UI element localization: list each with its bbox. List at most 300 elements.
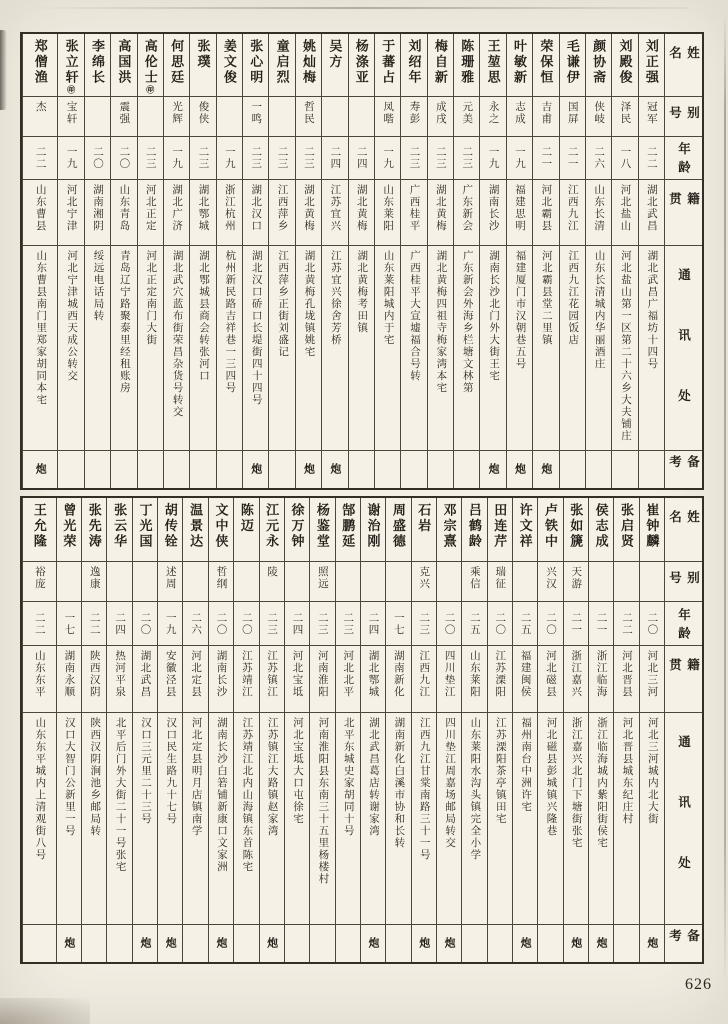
person-native-place: 河南淮阳 — [316, 650, 328, 698]
person-alias: 裕庞 — [33, 566, 45, 590]
person-name-cell — [614, 498, 638, 561]
person-name-cell — [507, 34, 532, 96]
person-alias-cell — [111, 96, 136, 136]
person-native-place-cell — [428, 179, 453, 245]
person-name-cell — [361, 498, 385, 561]
person-native-place-cell — [538, 645, 562, 712]
person-age: 一九 — [65, 146, 77, 170]
person-address: 汉口大智门公新里一号 — [63, 717, 75, 837]
person-column — [84, 34, 110, 488]
scan-artifact-left-smudge — [0, 30, 7, 110]
person-native-place-cell — [564, 645, 588, 712]
person-age-cell — [322, 136, 347, 179]
person-age: 二三 — [266, 611, 278, 636]
person-native-place: 浙江嘉兴 — [570, 650, 582, 698]
person-remark-cell — [437, 924, 461, 962]
person-remark-cell — [190, 450, 215, 488]
person-alias-cell — [533, 96, 558, 136]
person-native-place: 河北霸县 — [540, 184, 552, 232]
person-age-cell — [85, 136, 110, 179]
person-alias-cell — [612, 96, 637, 136]
person-name: 邓宗熹 — [441, 503, 457, 550]
person-alias-cell — [138, 96, 163, 136]
person-age: 一七 — [392, 611, 404, 636]
person-native-place: 江苏溧阳 — [494, 650, 506, 698]
person-remark-cell — [589, 924, 613, 962]
person-age-cell — [164, 136, 189, 179]
person-remark-cell — [612, 450, 637, 488]
person-native-place: 江西九江 — [418, 650, 430, 698]
person-name: 江元永 — [264, 503, 280, 550]
person-native-place: 安徽泾县 — [164, 650, 176, 698]
person-age-cell — [428, 136, 453, 179]
person-alias: 侠岐 — [593, 101, 605, 125]
person-name-cell — [586, 34, 611, 96]
person-name-cell — [111, 34, 136, 96]
person-remark-cell — [23, 450, 57, 488]
header-label-remarks: 备考 — [665, 924, 702, 962]
person-address: 江苏宜兴徐舍芳桥 — [329, 250, 341, 346]
person-native-place-cell — [437, 645, 461, 712]
person-address: 河北盐山第一区第二十六乡大夫铺庄 — [619, 250, 631, 442]
person-address: 广东新会外海乡栏塘文林第 — [461, 250, 473, 394]
person-name: 李绵长 — [89, 39, 105, 86]
person-age-cell — [310, 601, 334, 645]
person-remark-cell — [133, 924, 157, 962]
person-age: 二三 — [197, 146, 209, 170]
person-alias: 冠军 — [645, 101, 657, 125]
person-address: 北平东城史家胡同十号 — [342, 717, 354, 837]
page-number: 626 — [685, 976, 712, 993]
person-remark-cell — [285, 924, 309, 962]
person-remark-cell — [349, 450, 374, 488]
person-name: 胡传铨 — [162, 503, 178, 550]
person-alias-cell — [513, 561, 537, 601]
person-alias: 克兴 — [418, 566, 430, 590]
person-age: 一九 — [171, 146, 183, 170]
person-age: 二六 — [190, 611, 202, 636]
person-name-cell — [243, 34, 268, 96]
person-alias: 永之 — [487, 101, 499, 125]
person-age-cell — [507, 136, 532, 179]
person-remark: 炮 — [249, 463, 262, 476]
header-label-native-place: 籍贯 — [665, 179, 702, 245]
person-column — [639, 498, 664, 962]
person-alias-cell — [361, 561, 385, 601]
person-alias-cell — [640, 561, 664, 601]
person-alias: 天游 — [570, 566, 582, 590]
person-age-cell — [612, 136, 637, 179]
person-name-cell — [269, 34, 294, 96]
person-native-place: 河北正定 — [144, 184, 156, 232]
person-column — [321, 34, 347, 488]
person-column — [259, 498, 284, 962]
person-age-cell — [560, 136, 585, 179]
person-address: 河北霸县堂二里镇 — [540, 250, 552, 346]
person-name-cell — [533, 34, 558, 96]
person-age: 二〇 — [646, 611, 658, 636]
person-age: 二三 — [144, 146, 156, 170]
person-address-cell — [133, 712, 157, 924]
person-alias-cell — [538, 561, 562, 601]
person-native-place-cell — [269, 179, 294, 245]
person-name-cell — [133, 498, 157, 561]
person-address-cell — [480, 245, 505, 450]
person-address: 浙江嘉兴北门下塘街张宅 — [570, 717, 582, 849]
person-native-place-cell — [260, 645, 284, 712]
person-alias-cell — [614, 561, 638, 601]
person-native-place: 湖北鄂城 — [197, 184, 209, 232]
person-address-cell — [183, 712, 207, 924]
person-age: 二二 — [645, 146, 657, 170]
person-address: 河北晋县城东纪庄村 — [621, 717, 633, 825]
person-alias: 杰 — [34, 101, 46, 113]
person-remark-cell — [513, 924, 537, 962]
person-native-place-cell — [23, 645, 56, 712]
person-age: 二一 — [566, 146, 578, 170]
person-native-place-cell — [23, 179, 57, 245]
person-address: 陕西汉阴涧池乡邮局转 — [89, 717, 101, 837]
person-remark-cell — [560, 450, 585, 488]
person-alias-cell — [480, 96, 505, 136]
person-address-cell — [639, 245, 664, 450]
person-native-place: 河北宝坻 — [291, 650, 303, 698]
person-age: 二三 — [461, 146, 473, 170]
person-age-cell — [462, 601, 486, 645]
person-alias-cell — [454, 96, 479, 136]
person-alias-cell — [560, 96, 585, 136]
person-address-cell — [336, 712, 360, 924]
person-address-cell — [412, 712, 436, 924]
person-age: 二三 — [408, 146, 420, 170]
person-remark-cell — [243, 450, 268, 488]
person-address: 江西九江甘棠南路三十一号 — [418, 717, 430, 861]
person-address: 山东长清城内华丽酒庄 — [593, 250, 605, 370]
person-column — [411, 498, 436, 962]
person-remark-cell — [138, 450, 163, 488]
person-column — [157, 498, 182, 962]
person-name-cell — [296, 34, 321, 96]
person-column — [309, 498, 334, 962]
person-native-place-cell — [85, 179, 110, 245]
person-name: 温景达 — [188, 503, 204, 550]
person-address-cell — [269, 245, 294, 450]
person-native-place-cell — [386, 645, 410, 712]
person-name-cell — [488, 498, 512, 561]
person-remark-cell — [533, 450, 558, 488]
person-native-place: 山东莱阳 — [468, 650, 480, 698]
person-alias-cell — [412, 561, 436, 601]
person-native-place: 江苏镇江 — [266, 650, 278, 698]
person-address: 湖北武昌葛店转谢家湾 — [368, 717, 380, 837]
person-age: 二四 — [367, 611, 379, 636]
person-native-place: 江西九江 — [566, 184, 578, 232]
person-remark: 炮 — [367, 937, 380, 950]
person-age-cell — [513, 601, 537, 645]
person-alias-cell — [310, 561, 334, 601]
person-name: 姚灿梅 — [300, 39, 316, 86]
person-alias: 吉甫 — [540, 101, 552, 125]
person-native-place: 湖北鄂城 — [367, 650, 379, 698]
person-column — [360, 498, 385, 962]
person-native-place: 湖北汉口 — [250, 184, 262, 232]
person-address: 广西桂平大宣墟福合号转 — [408, 250, 420, 382]
person-address-cell — [533, 245, 558, 450]
person-address-cell — [57, 712, 81, 924]
person-age-cell — [488, 601, 512, 645]
person-address-cell — [349, 245, 374, 450]
person-age: 二二 — [620, 611, 632, 636]
person-age-cell — [412, 601, 436, 645]
person-name: 王堃思 — [485, 39, 501, 86]
header-label-native-place: 籍贯 — [665, 645, 702, 712]
person-alias: 哲纲 — [215, 566, 227, 590]
person-native-place: 河北定县 — [190, 650, 202, 698]
person-column — [22, 34, 57, 488]
person-native-place-cell — [640, 645, 664, 712]
person-native-place-cell — [513, 645, 537, 712]
person-age-cell — [269, 136, 294, 179]
person-name: 郑僧渔 — [32, 39, 48, 86]
person-age-cell — [285, 601, 309, 645]
person-age-cell — [614, 601, 638, 645]
person-column — [638, 34, 664, 488]
person-remark: 炮 — [645, 937, 658, 950]
person-name-cell — [401, 34, 426, 96]
person-name-cell — [462, 498, 486, 561]
person-native-place: 热河平泉 — [114, 650, 126, 698]
person-age: 一八 — [619, 146, 631, 170]
person-age-cell — [234, 601, 258, 645]
person-native-place: 湖北黄梅 — [355, 184, 367, 232]
person-remark-cell — [82, 924, 106, 962]
person-alias: 国屏 — [566, 101, 578, 125]
person-address-cell — [640, 712, 664, 924]
person-remark-cell — [639, 450, 664, 488]
person-age-cell — [217, 136, 242, 179]
person-alias-cell — [23, 96, 57, 136]
person-address: 湖南长沙白箬铺新康口文家洲 — [215, 717, 227, 873]
person-age: 二〇 — [118, 146, 130, 170]
person-column — [588, 498, 613, 962]
person-name-cell — [58, 34, 83, 96]
person-name: 徐万钟 — [289, 503, 305, 550]
person-native-place-cell — [560, 179, 585, 245]
person-name: 张如篪 — [568, 503, 584, 550]
person-alias: 一鸣 — [250, 101, 262, 125]
person-age-cell — [361, 601, 385, 645]
person-column — [137, 34, 163, 488]
lower-people-columns — [22, 498, 664, 962]
person-native-place-cell — [488, 645, 512, 712]
person-native-place-cell — [612, 179, 637, 245]
person-name: 周盛德 — [390, 503, 406, 550]
person-native-place: 四川垫江 — [443, 650, 455, 698]
person-age: 一九 — [513, 146, 525, 170]
person-remark-cell — [164, 450, 189, 488]
person-remark-cell — [260, 924, 284, 962]
person-address-cell — [209, 712, 233, 924]
person-address: 河南淮阳县东南三十五里杨楼村 — [317, 717, 329, 885]
person-native-place: 广西桂平 — [408, 184, 420, 232]
person-name: 许文祥 — [517, 503, 533, 550]
person-alias: 成戌 — [434, 101, 446, 125]
person-native-place: 河北宁津 — [65, 184, 77, 232]
person-native-place: 河北盐山 — [619, 184, 631, 232]
person-name-cell — [336, 498, 360, 561]
person-age: 二〇 — [240, 611, 252, 636]
person-name: 张启贤 — [618, 503, 634, 550]
person-native-place-cell — [138, 179, 163, 245]
person-age: 二一 — [570, 611, 582, 636]
person-column — [436, 498, 461, 962]
header-label-alias: 别号 — [665, 561, 702, 601]
person-address-cell — [217, 245, 242, 450]
person-age-cell — [564, 601, 588, 645]
person-address-cell — [85, 245, 110, 450]
person-alias-cell — [639, 96, 664, 136]
person-address-cell — [285, 712, 309, 924]
person-age-cell — [58, 136, 83, 179]
person-address-cell — [589, 712, 613, 924]
person-native-place-cell — [507, 179, 532, 245]
person-alias: 乘信 — [468, 566, 480, 590]
person-address-cell — [401, 245, 426, 450]
person-alias: 兴汉 — [544, 566, 556, 590]
person-native-place: 湖北广济 — [171, 184, 183, 232]
person-native-place-cell — [401, 179, 426, 245]
person-address: 福州南台中洲许宅 — [520, 717, 532, 813]
person-name: 姜文俊 — [221, 39, 237, 86]
person-remark-cell — [183, 924, 207, 962]
person-native-place-cell — [158, 645, 182, 712]
person-column — [106, 498, 131, 962]
person-age-cell — [209, 601, 233, 645]
person-name-cell — [107, 498, 131, 561]
person-name-cell — [375, 34, 400, 96]
person-age-cell — [589, 601, 613, 645]
person-address: 湖北黄梅孔垅镇姚宅 — [303, 250, 315, 358]
person-remark-cell — [23, 924, 56, 962]
person-name: 张立轩 — [63, 39, 79, 86]
person-address: 河北正定南门大街 — [145, 250, 157, 346]
person-age-cell — [640, 601, 664, 645]
person-age-cell — [437, 601, 461, 645]
person-address: 江西九江花园饭店 — [567, 250, 579, 346]
person-age: 二二 — [34, 146, 46, 170]
person-column — [487, 498, 512, 962]
person-name-cell — [564, 498, 588, 561]
person-native-place-cell — [336, 645, 360, 712]
person-remark-cell — [322, 450, 347, 488]
person-name-cell — [164, 34, 189, 96]
person-remark: 炮 — [164, 937, 177, 950]
person-remark: 炮 — [214, 937, 227, 950]
person-name-cell — [513, 498, 537, 561]
person-name-cell — [138, 34, 163, 96]
person-remark-cell — [217, 450, 242, 488]
scan-artifact-top-line — [30, 7, 688, 9]
person-address: 河北定县明月店镇南学 — [190, 717, 202, 837]
scan-artifact-bottom-smudge — [0, 998, 90, 1024]
person-address-cell — [23, 712, 56, 924]
person-column — [268, 34, 294, 488]
person-column — [182, 498, 207, 962]
person-name-cell — [82, 498, 106, 561]
person-remark-cell — [58, 450, 83, 488]
person-native-place: 福建闽侯 — [519, 650, 531, 698]
person-address: 湖北鄂城县商会转张河口 — [197, 250, 209, 382]
person-alias: 泽民 — [619, 101, 631, 125]
person-address-cell — [612, 245, 637, 450]
person-native-place: 河北磁县 — [544, 650, 556, 698]
person-native-place: 湖北武昌 — [645, 184, 657, 232]
person-remark-cell — [375, 450, 400, 488]
person-name-cell — [234, 498, 258, 561]
person-native-place: 河北三河 — [646, 650, 658, 698]
header-label-address: 通讯处 — [665, 712, 702, 924]
person-age: 二四 — [355, 146, 367, 170]
person-age-cell — [639, 136, 664, 179]
person-name-cell — [23, 498, 56, 561]
person-address-cell — [488, 712, 512, 924]
person-name-cell — [190, 34, 215, 96]
person-address-cell — [234, 712, 258, 924]
person-age: 二〇 — [494, 611, 506, 636]
person-column — [512, 498, 537, 962]
person-age-cell — [82, 601, 106, 645]
lower-header-column — [664, 498, 702, 962]
person-native-place-cell — [285, 645, 309, 712]
person-age-cell — [296, 136, 321, 179]
person-column — [611, 34, 637, 488]
person-native-place: 湖北黄梅 — [434, 184, 446, 232]
person-age: 二三 — [418, 611, 430, 636]
person-alias-cell — [437, 561, 461, 601]
person-remark: 炮 — [417, 937, 430, 950]
person-column — [233, 498, 258, 962]
person-address-cell — [190, 245, 215, 450]
person-alias-cell — [375, 96, 400, 136]
person-alias-cell — [85, 96, 110, 136]
person-remark: 炮 — [265, 937, 278, 950]
person-age-cell — [23, 601, 56, 645]
person-remark-cell — [336, 924, 360, 962]
person-remark: 炮 — [487, 463, 500, 476]
person-remark: 炮 — [569, 937, 582, 950]
person-address: 河北宁津城西天成公转交 — [66, 250, 78, 382]
person-native-place-cell — [164, 179, 189, 245]
person-address: 杭州新民路吉祥巷一三四号 — [224, 250, 236, 394]
person-remark-cell — [480, 450, 505, 488]
person-alias: 光辉 — [171, 101, 183, 125]
person-alias-cell — [243, 96, 268, 136]
person-name: 吴方 — [327, 39, 343, 70]
person-alias-cell — [488, 561, 512, 601]
person-name: 侯志成 — [593, 503, 609, 550]
person-age: 二三 — [316, 611, 328, 636]
person-native-place: 浙江临海 — [595, 650, 607, 698]
person-address: 山东莱阳水沟头镇完全小学 — [469, 717, 481, 861]
person-age-cell — [349, 136, 374, 179]
person-address: 湖北黄梅四祖寺梅家湾本宅 — [435, 250, 447, 394]
person-alias-cell — [322, 96, 347, 136]
lower-register-table — [20, 496, 704, 964]
person-address-cell — [138, 245, 163, 450]
person-column — [81, 498, 106, 962]
person-address: 青岛辽宁路聚泰里经租账房 — [118, 250, 130, 394]
person-native-place-cell — [107, 645, 131, 712]
